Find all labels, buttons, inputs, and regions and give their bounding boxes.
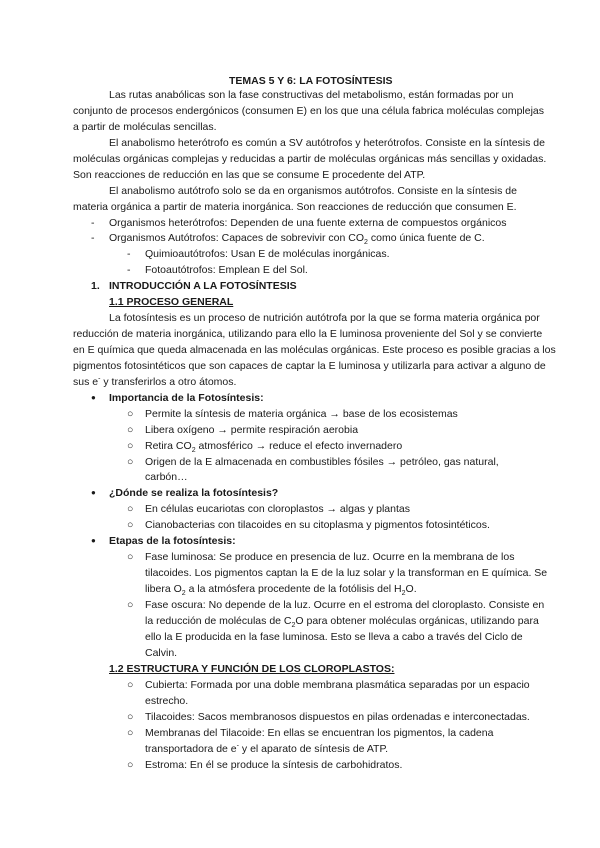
intro-p3-line: El anabolismo autótrofo solo se da en organismos autótrofos. Consiste en la síntesis de — [109, 185, 517, 197]
list-item: Fase oscura: No depende de la luz. Ocurre en el estroma del cloroplasto. Consiste en — [145, 599, 545, 611]
list-item: Retira $CO_2$ atmosférico → reduce el efecto invernadero — [145, 440, 403, 455]
intro-p1-line: conjunto de procesos endergónicos (consumen E) en los que una célula fabrica moléculas complejas — [73, 105, 545, 117]
list-item-cont: transportadora de e- y el aparato de síntesis de ATP. — [145, 742, 389, 755]
intro-p3-line: materia orgánica a partir de materia inorgánica. Son reacciones de reducción que consumen E. — [73, 201, 517, 213]
circle-bullet: ○ — [127, 440, 134, 452]
bullet-heading: ¿Dónde se realiza la fotosíntesis? — [109, 487, 279, 499]
list-item: Cubierta: Formada por una doble membrana plasmática separadas por un espacio — [145, 679, 530, 691]
list-item: Permite la síntesis de materia orgánica → base de los ecosistemas — [145, 408, 458, 420]
list-item-cont: Calvin. — [145, 647, 178, 659]
list-item-cont: carbón… — [145, 471, 188, 483]
list-item-cont: estrecho. — [145, 695, 189, 707]
circle-bullet: ○ — [127, 679, 134, 691]
list-item-cont: la reducción de moléculas de $C_2O$ para obtener moléculas orgánicas, utilizando para — [145, 615, 539, 630]
list-item: Estroma: En él se produce la síntesis de carbohidratos. — [145, 759, 403, 771]
circle-bullet: ○ — [127, 727, 134, 739]
bullet-heading: Importancia de la Fotosíntesis: — [109, 392, 264, 404]
paragraph-line: sus e- y transferirlos a otro átomos. — [73, 375, 237, 388]
circle-bullet: ○ — [127, 711, 134, 723]
intro-p2-line: El anabolismo heterótrofo es común a SV autótrofos y heterótrofos. Consiste en la síntesis de — [109, 137, 545, 149]
list-item: Membranas del Tilacoide: En ellas se encuentran los pigmentos, la cadena — [145, 727, 494, 739]
list-item: Tilacoides: Sacos membranosos dispuestos en pilas ordenadas e interconectadas. — [145, 711, 530, 723]
list-item-cont: libera $O_2$ a la atmósfera procedente de la fotólisis del $H_2O$. — [145, 583, 417, 598]
circle-bullet: ○ — [127, 424, 134, 436]
section-heading: INTRODUCCIÓN A LA FOTOSÍNTESIS — [109, 280, 297, 292]
circle-bullet: ○ — [127, 599, 134, 611]
list-item: Libera oxígeno → permite respiración aerobia — [145, 424, 359, 436]
list-item: En células eucariotas con cloroplastos → algas y plantas — [145, 503, 410, 515]
list-item: Organismos heterótrofos: Dependen de una fuente externa de compuestos orgánicos — [109, 217, 507, 229]
circle-bullet: ○ — [127, 519, 134, 531]
list-item: Origen de la E almacenada en combustibles fósiles → petróleo, gas natural, — [145, 456, 499, 468]
dot-bullet: ● — [91, 488, 96, 497]
bullet-heading: Etapas de la fotosíntesis: — [109, 535, 236, 547]
subsection-heading: 1.1 PROCESO GENERAL — [109, 296, 234, 308]
dot-bullet: ● — [91, 536, 96, 545]
list-item-cont: tilacoides. Los pigmentos captan la E de la luz solar y la transforman en E química. Se — [145, 567, 548, 579]
paragraph-line: La fotosíntesis es un proceso de nutrición autótrofa por la que se forma materia orgánica por — [109, 312, 540, 324]
intro-p1-line: a partir de moléculas sencillas. — [73, 121, 217, 133]
intro-p2-line: Son reacciones de reducción en las que se consume E procedente del ATP. — [73, 169, 426, 181]
dash-bullet: - — [127, 264, 131, 276]
paragraph-line: en E química que queda almacenada en las moléculas orgánicas. Este proceso es posible gracias a los — [73, 344, 556, 356]
circle-bullet: ○ — [127, 759, 134, 771]
intro-p1-line: Las rutas anabólicas son la fase constructivas del metabolismo, están formadas por un — [109, 89, 514, 101]
list-item: Fotoautótrofos: Emplean E del Sol. — [145, 264, 308, 276]
list-item: Cianobacterias con tilacoides en su citoplasma y pigmentos fotosintéticos. — [145, 519, 490, 531]
circle-bullet: ○ — [127, 503, 134, 515]
list-item-cont: ello la E producida en la fase luminosa. Esto se lleva a cabo a través del Ciclo de — [145, 631, 523, 643]
dash-bullet: - — [127, 248, 131, 260]
list-item: Quimioautótrofos: Usan E de moléculas inorgánicas. — [145, 248, 390, 260]
page-title: TEMAS 5 Y 6: LA FOTOSÍNTESIS — [229, 75, 393, 87]
paragraph-line: reducción de materia inorgánica, utilizando para ello la E luminosa proveniente del Sol y se convierte — [73, 328, 543, 340]
intro-p2-line: moléculas orgánicas complejas y reducidas a partir de moléculas orgánicas más sencillas y oxidadas. — [73, 153, 547, 165]
circle-bullet: ○ — [127, 408, 134, 420]
circle-bullet: ○ — [127, 551, 134, 563]
subsection-heading: 1.2 ESTRUCTURA Y FUNCIÓN DE LOS CLOROPLASTOS: — [109, 663, 395, 675]
dash-bullet: - — [91, 232, 95, 244]
paragraph-line: pigmentos fotosintéticos que son capaces de captar la E luminosa y utilizarla para activar a alguno de — [73, 360, 546, 372]
section-number: 1. — [91, 280, 100, 292]
circle-bullet: ○ — [127, 456, 134, 468]
dash-bullet: - — [91, 217, 95, 229]
dot-bullet: ● — [91, 393, 96, 402]
list-item: Organismos Autótrofos: Capaces de sobrevivir con $CO_2$ como única fuente de C. — [109, 232, 485, 247]
list-item: Fase luminosa: Se produce en presencia de luz. Ocurre en la membrana de los — [145, 551, 515, 563]
